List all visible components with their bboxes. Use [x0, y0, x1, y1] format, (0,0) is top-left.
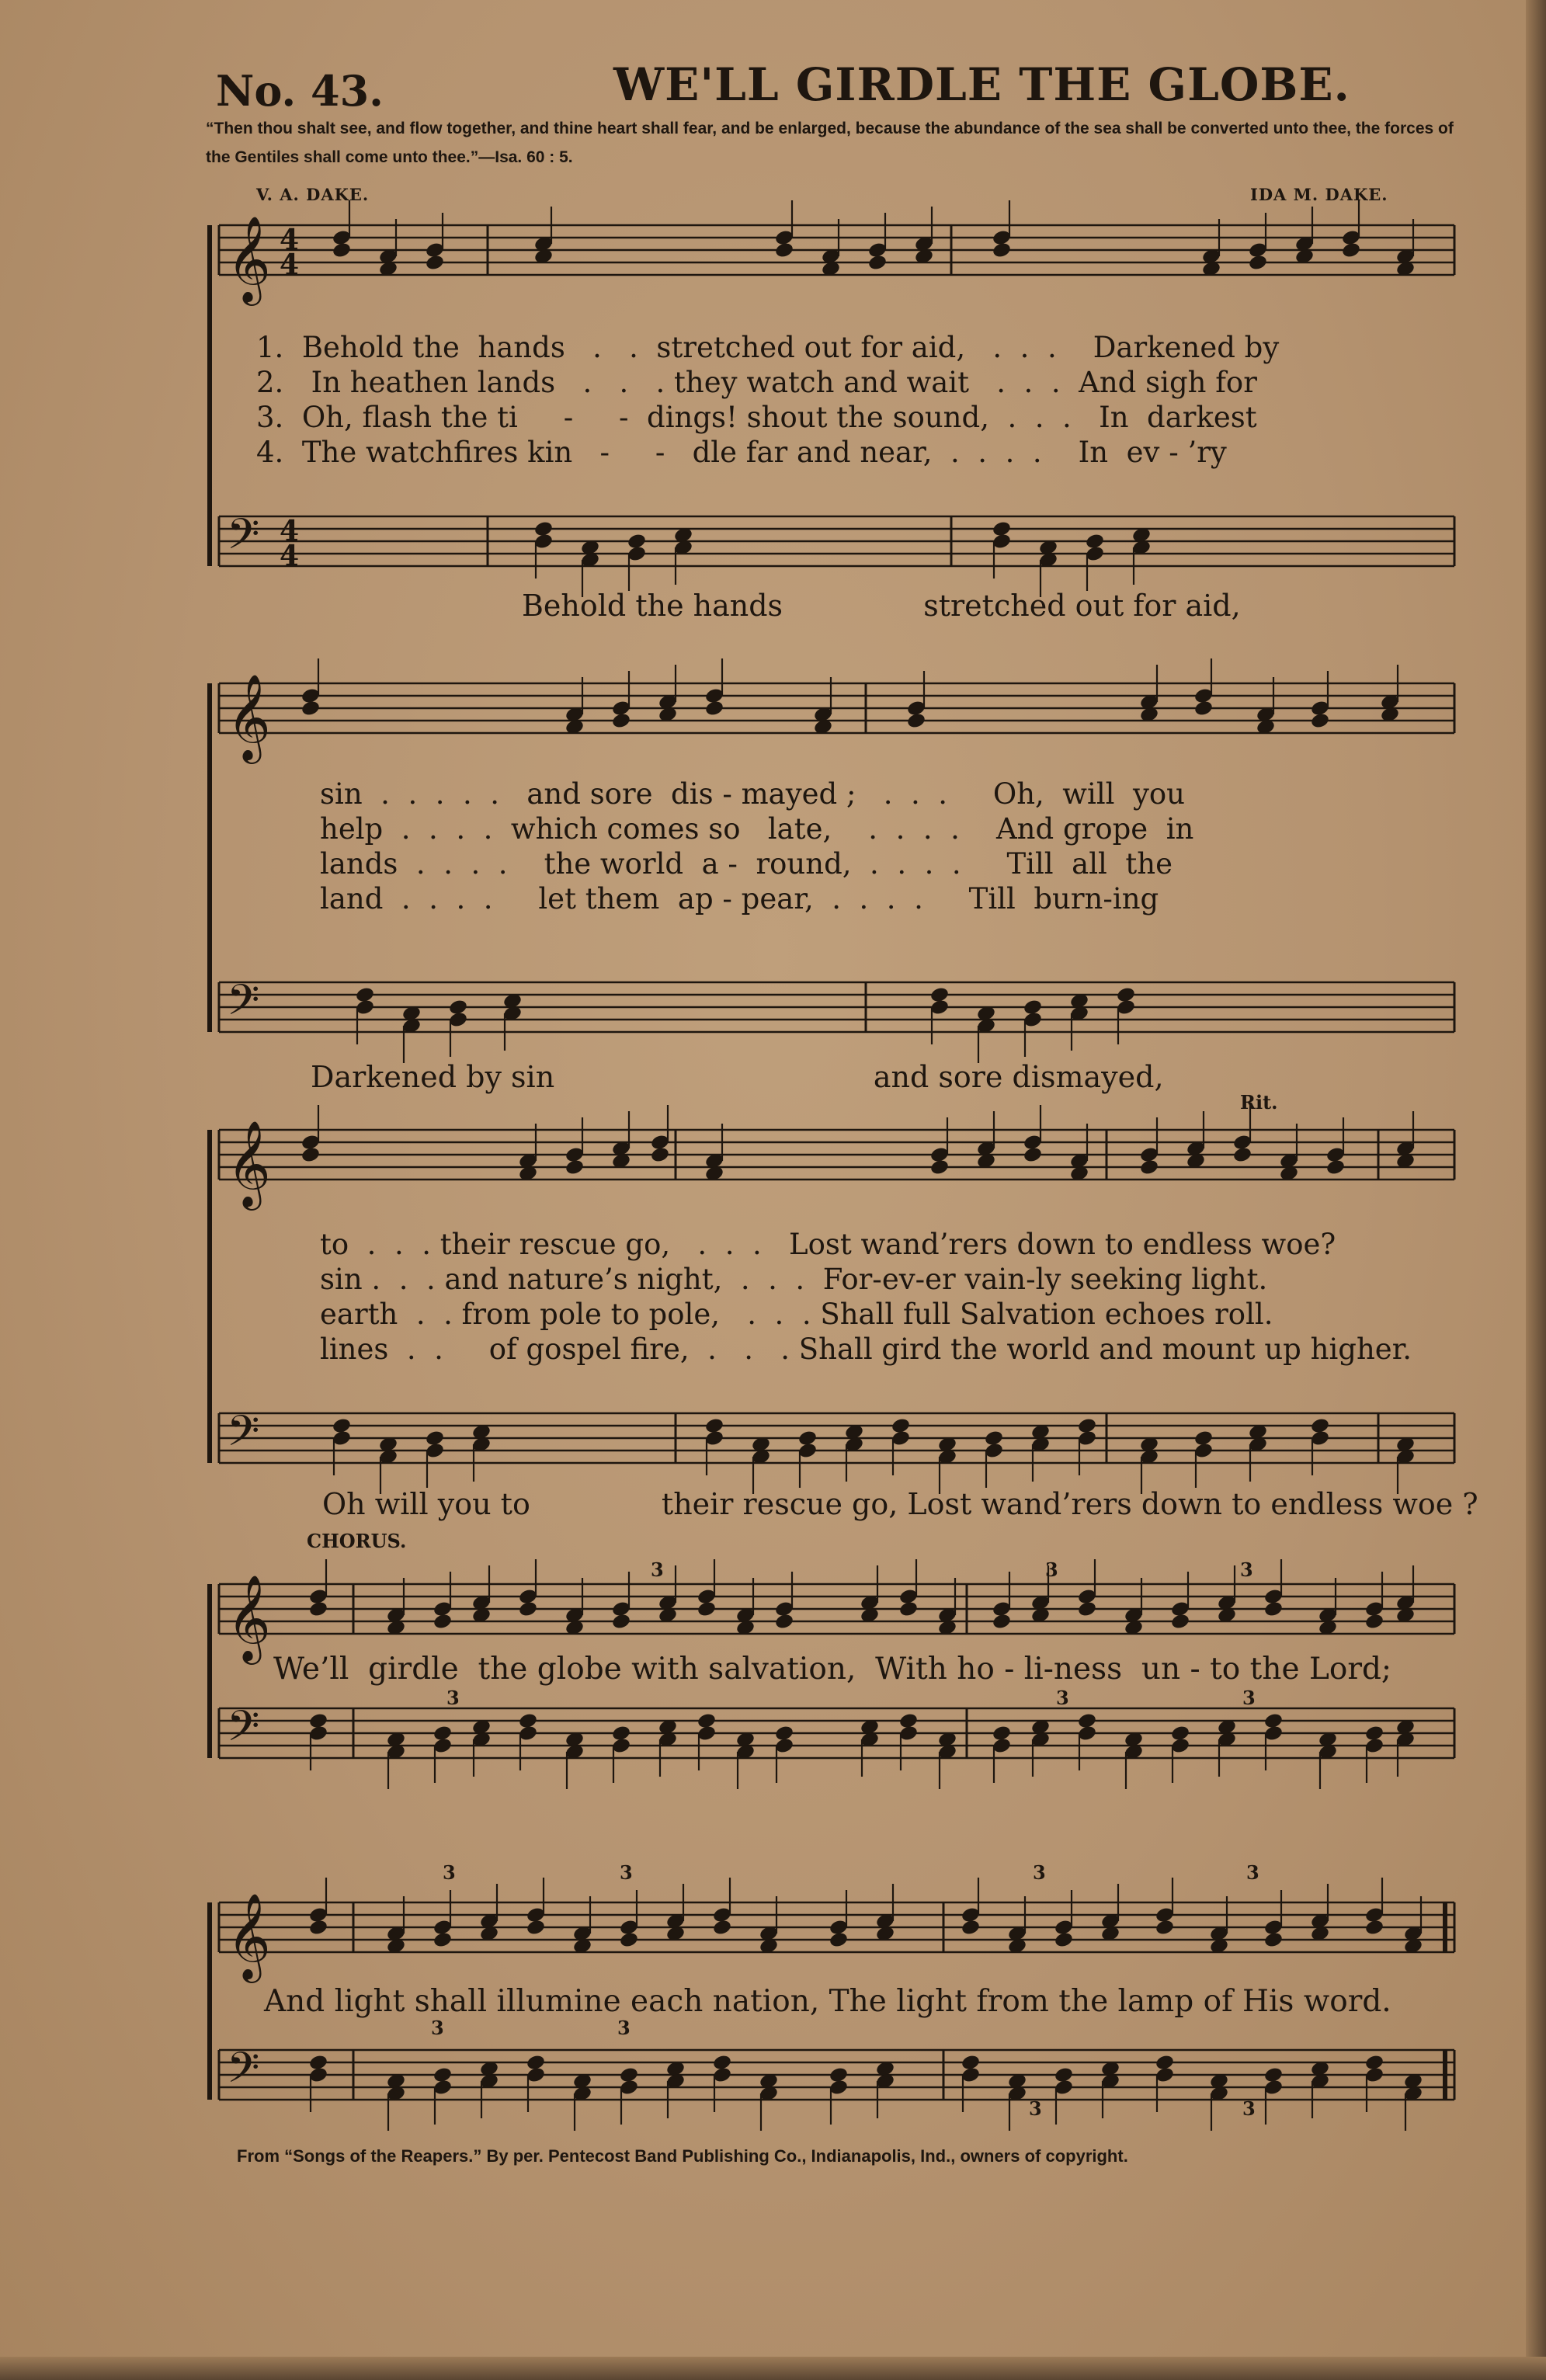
bass-clef: 𝄢 — [227, 509, 260, 569]
note-head — [1170, 1613, 1190, 1631]
note-head — [1263, 1600, 1284, 1618]
note-head — [1325, 1159, 1346, 1176]
note-head — [611, 712, 631, 730]
note-head — [425, 254, 445, 272]
ritardando-marking: Rit. — [1240, 1091, 1278, 1114]
note-head — [308, 1919, 328, 1937]
verse-block-3 — [320, 1227, 1412, 1367]
triplet-mark: 3 — [446, 1687, 460, 1709]
triplet-mark: 3 — [1033, 1861, 1046, 1884]
note-head — [992, 241, 1012, 259]
verse-line: 4. The watchfires kin - - dle far and near, . . . . In ev - ’ry — [256, 436, 1227, 469]
verse-line: lines . . of gospel fire, . . . Shall gird the world and mount up higher. — [320, 1332, 1412, 1366]
note-head — [308, 1600, 328, 1618]
verse-line: 3. Oh, flash the ti - - dings! shout the sound, . . . In darkest — [256, 401, 1257, 434]
triplet-mark: 3 — [617, 2017, 631, 2039]
verse-line: 2. In heathen lands . . . they watch and wait . . . And sigh for — [256, 366, 1257, 399]
note-head — [611, 1613, 631, 1631]
note-head — [1364, 1613, 1384, 1631]
note-head — [301, 700, 321, 717]
note-head — [1248, 254, 1268, 272]
scripture-epigraph: “Then thou shalt see, and flow together, and thine heart shall fear, and be enlarged, because the abundance of the sea shall be converted unto thee, the forces of the Gentiles shall come unto thee.”—Isa. 60 : 5. — [206, 120, 1454, 166]
note-head — [712, 1919, 732, 1937]
treble-clef: 𝄞 — [227, 215, 271, 302]
triplet-mark: 3 — [1045, 1558, 1058, 1581]
time-signature: 4 — [280, 515, 300, 547]
note-head — [1193, 700, 1214, 717]
note-head — [774, 1613, 794, 1631]
triplet-mark: 3 — [620, 1861, 633, 1884]
verse-line: sin . . . and nature’s night, . . . For-ev-er vain-ly seeking light. — [320, 1263, 1268, 1296]
triplet-mark: 3 — [1242, 2097, 1256, 2120]
note-head — [565, 1159, 585, 1176]
bass-clef: 𝄢 — [227, 1406, 260, 1466]
verse-line: earth . . from pole to pole, . . . Shall full Salvation echoes roll. — [320, 1298, 1273, 1331]
treble-clef: 𝄞 — [227, 673, 271, 760]
note-head — [774, 241, 794, 259]
bass-clef: 𝄢 — [227, 975, 260, 1035]
note-head — [1139, 1159, 1159, 1176]
note-head — [867, 254, 888, 272]
verse-line: 1. Behold the hands . . stretched out for aid, . . . Darkened by — [256, 331, 1280, 364]
note-head — [906, 712, 926, 730]
note-head — [1077, 1600, 1097, 1618]
bass-clef: 𝄢 — [227, 2043, 260, 2103]
note-head — [1232, 1146, 1252, 1164]
note-head — [301, 1146, 321, 1164]
note-head — [961, 1919, 981, 1937]
treble-clef: 𝄞 — [227, 1892, 271, 1979]
hymn-number: No. 43. — [216, 66, 384, 116]
note-head — [829, 1931, 849, 1949]
triplet-mark: 3 — [651, 1558, 664, 1581]
verse-block-1 — [256, 330, 1279, 470]
note-head — [1310, 712, 1330, 730]
note-head — [697, 1600, 717, 1618]
note-head — [898, 1600, 919, 1618]
note-head — [1023, 1146, 1043, 1164]
chorus-lyric-2: And light shall illumine each nation, The light from the lamp of His word. — [264, 1984, 1391, 2019]
verse-line: lands . . . . the world a - round, . . . . Till all the — [320, 847, 1173, 881]
note-head — [433, 1931, 453, 1949]
time-signature: 4 — [280, 224, 300, 256]
bass-cue-1: Behold the hands stretched out for aid, — [522, 589, 1241, 623]
note-head — [526, 1919, 546, 1937]
composer-credit: V. A. DAKE. — [256, 185, 370, 204]
note-head — [1341, 241, 1361, 259]
verse-line: help . . . . which comes so late, . . . . And grope in — [320, 812, 1194, 846]
verse-line: to . . . their rescue go, . . . Lost wand’rers down to endless woe? — [320, 1228, 1336, 1261]
triplet-mark: 3 — [1242, 1687, 1256, 1709]
treble-clef: 𝄞 — [227, 1120, 271, 1207]
note-head — [704, 700, 724, 717]
note-head — [1263, 1931, 1284, 1949]
note-head — [929, 1159, 950, 1176]
note-head — [1054, 1931, 1074, 1949]
time-signature: 4 — [280, 248, 300, 281]
verse-line: sin . . . . . and sore dis - mayed ; . . . Oh, will you — [320, 777, 1186, 811]
note-head — [1155, 1919, 1175, 1937]
copyright-footer: From “Songs of the Reapers.” By per. Pentecost Band Publishing Co., Indianapolis, Ind., owners of copyright. — [237, 2146, 1128, 2166]
bass-cue-3: Oh will you to their rescue go, Lost wand’rers down to endless woe ? — [322, 1487, 1478, 1521]
note-head — [650, 1146, 670, 1164]
triplet-mark: 3 — [1246, 1861, 1259, 1884]
triplet-mark: 3 — [1056, 1687, 1069, 1709]
chorus-lyric-1: We’ll girdle the globe with salvation, With ho - li-ness un - to the Lord; — [273, 1652, 1392, 1687]
triplet-mark: 3 — [1240, 1558, 1253, 1581]
bass-clef: 𝄢 — [227, 1701, 260, 1761]
bass-cue-2: Darkened by sin and sore dismayed, — [311, 1060, 1164, 1094]
note-head — [619, 1931, 639, 1949]
note-head — [1364, 1919, 1384, 1937]
triplet-mark: 3 — [1029, 2097, 1042, 2120]
chorus-label: CHORUS. — [307, 1530, 407, 1552]
note-head — [332, 241, 352, 259]
note-head — [518, 1600, 538, 1618]
author-credit: IDA M. DAKE. — [1250, 185, 1388, 204]
verse-block-2 — [320, 777, 1193, 916]
note-head — [992, 1613, 1012, 1631]
verse-line: land . . . . let them ap - pear, . . . . Till burn-ing — [320, 882, 1159, 916]
time-signature: 4 — [280, 540, 300, 572]
treble-clef: 𝄞 — [227, 1574, 271, 1661]
hymn-title: WE'LL GIRDLE THE GLOBE. — [613, 58, 1350, 111]
note-head — [433, 1613, 453, 1631]
triplet-mark: 3 — [431, 2017, 444, 2039]
triplet-mark: 3 — [443, 1861, 456, 1884]
